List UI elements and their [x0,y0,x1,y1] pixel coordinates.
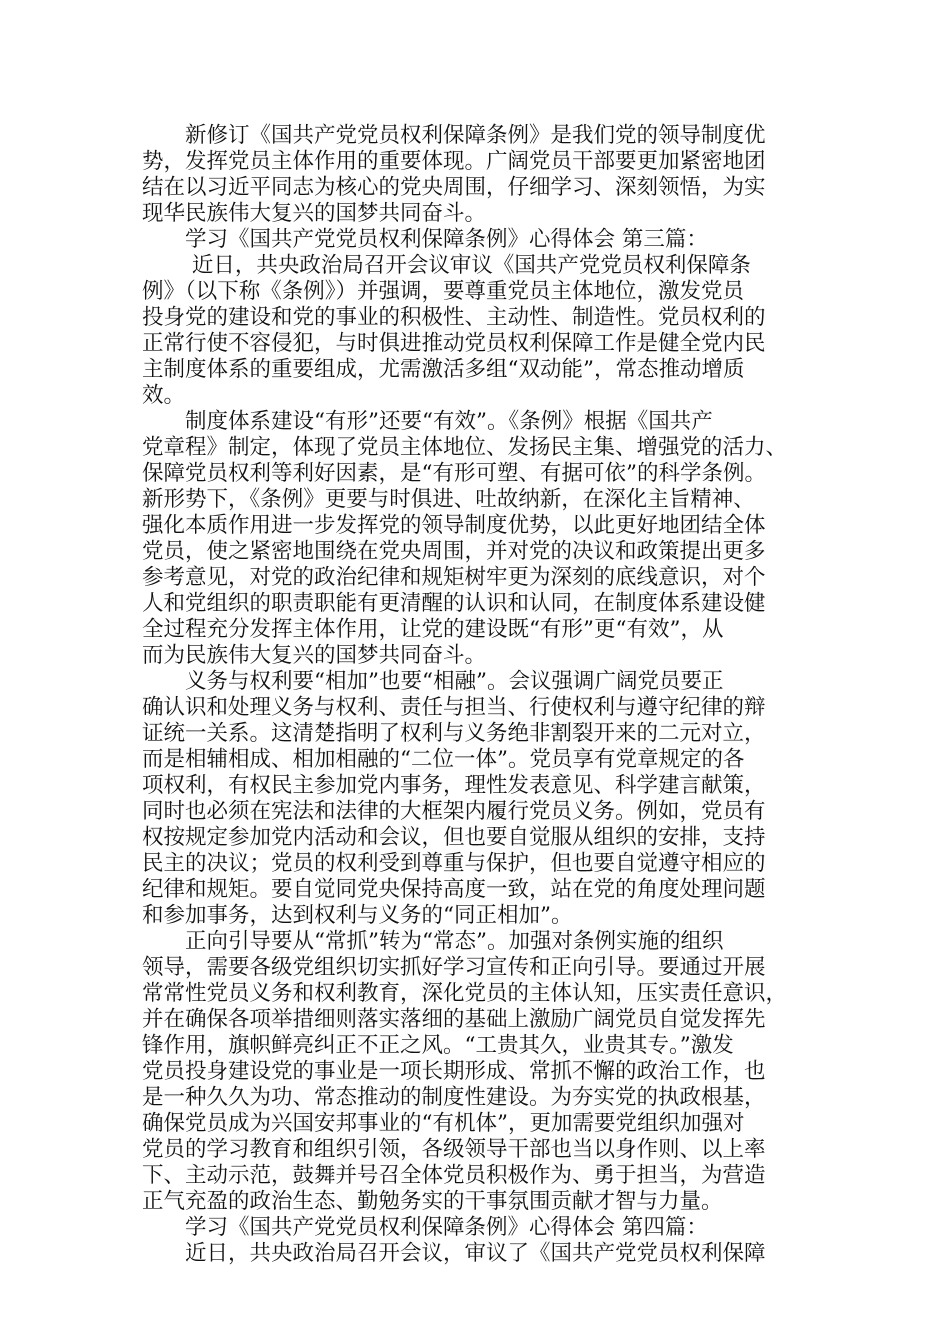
text-line: 而为民族伟大复兴的国梦共同奋斗。 [142,643,487,668]
text-line: 党员投身建设党的事业是一项长期形成、常抓不懈的政治工作，也 [142,1059,766,1084]
text-line: 制度体系建设“有形”还要“有效”。《条例》根据《国共产 [142,409,713,434]
text-line: 现华民族伟大复兴的国梦共同奋斗。 [142,201,487,226]
text-line: 效。 [142,383,186,408]
text-line: 和参加事务，达到权利与义务的“同正相加”。 [142,903,573,928]
text-line: 主制度体系的重要组成，尤需激活多组“双动能”，常态推动增质 [142,357,745,382]
text-line: 领导，需要各级党组织切实抓好学习宣传和正向引导。要通过开展 [142,955,766,980]
text-line: 近日，共央政治局召开会议审议《国共产党党员权利保障条 [142,253,751,278]
text-line: 强化本质作用进一步发挥党的领导制度优势，以此更好地团结全体 [142,513,766,538]
text-line: 党员的学习教育和组织引领，各级领导干部也当以身作则、以上率 [142,1137,766,1162]
text-line: 参考意见，对党的政治纪律和规矩树牢更为深刻的底线意识，对个 [142,565,766,590]
text-line: 近日，共央政治局召开会议，审议了《国共产党党员权利保障 [142,1241,766,1266]
text-line: 纪律和规矩。要自觉同党央保持高度一致，站在党的角度处理问题 [142,877,766,902]
text-line: 全过程充分发挥主体作用，让党的建设既“有形”更“有效”，从 [142,617,724,642]
text-line: 权按规定参加党内活动和会议，但也要自觉服从组织的安排，支持 [142,825,766,850]
text-line: 人和党组织的职责职能有更清醒的认识和认同，在制度体系建设健 [142,591,766,616]
text-line: 确认识和处理义务与权利、责任与担当、行使权利与遵守纪律的辩 [142,695,766,720]
text-line: 义务与权利要“相加”也要“相融”。会议强调广阔党员要正 [142,669,724,694]
text-line: 投身党的建设和党的事业的积极性、主动性、制造性。党员权利的 [142,305,766,330]
text-line: 党员，使之紧密地围绕在党央周围，并对党的决议和政策提出更多 [142,539,766,564]
text-line: 常常性党员义务和权利教育，深化党员的主体认知，压实责任意识， [142,981,788,1006]
text-line: 是一种久久为功、常态推动的制度性建设。为夯实党的执政根基， [142,1085,766,1110]
text-line: 势，发挥党员主体作用的重要体现。广阔党员干部要更加紧密地团 [142,149,766,174]
text-line: 新形势下，《条例》更要与时俱进、吐故纳新，在深化主旨精神、 [142,487,755,512]
text-line: 确保党员成为兴国安邦事业的“有机体”，更加需要党组织加强对 [142,1111,745,1136]
section-heading: 学习《国共产党党员权利保障条例》心得体会 第四篇： [142,1215,708,1240]
text-line: 新修订《国共产党党员权利保障条例》是我们党的领导制度优 [142,123,766,148]
text-line: 而是相辅相成、相加相融的“二位一体”。党员享有党章规定的各 [142,747,745,772]
text-line: 锋作用，旗帜鲜亮纠正不正之风。“工贵其久，业贵其专。”激发 [142,1033,734,1058]
text-line: 保障党员权利等利好因素，是“有形可塑、有据可依”的科学条例。 [142,461,766,486]
text-line: 民主的决议；党员的权利受到尊重与保护，但也要自觉遵守相应的 [142,851,766,876]
text-line: 并在确保各项举措细则落实落细的基础上激励广阔党员自觉发挥先 [142,1007,766,1032]
text-line: 同时也必须在宪法和法律的大框架内履行党员义务。例如，党员有 [142,799,766,824]
text-line: 结在以习近平同志为核心的党央周围，仔细学习、深刻领悟，为实 [142,175,766,200]
text-line: 项权利，有权民主参加党内事务，理性发表意见、科学建言献策， [142,773,766,798]
section-heading: 学习《国共产党党员权利保障条例》心得体会 第三篇： [142,227,708,252]
text-line: 党章程》制定，体现了党员主体地位、发扬民主集、增强党的活力、 [142,435,788,460]
text-line: 例》（以下称《条例》）并强调，要尊重党员主体地位，激发党员 [142,279,745,304]
text-line: 正常行使不容侵犯，与时俱进推动党员权利保障工作是健全党内民 [142,331,766,356]
text-line: 正气充盈的政治生态、勤勉务实的干事氛围贡献才智与力量。 [142,1189,723,1214]
text-line: 下、主动示范，鼓舞并号召全体党员积极作为、勇于担当，为营造 [142,1163,766,1188]
text-line: 正向引导要从“常抓”转为“常态”。加强对条例实施的组织 [142,929,724,954]
text-line: 证统一关系。这清楚指明了权利与义务绝非割裂开来的二元对立， [142,721,766,746]
